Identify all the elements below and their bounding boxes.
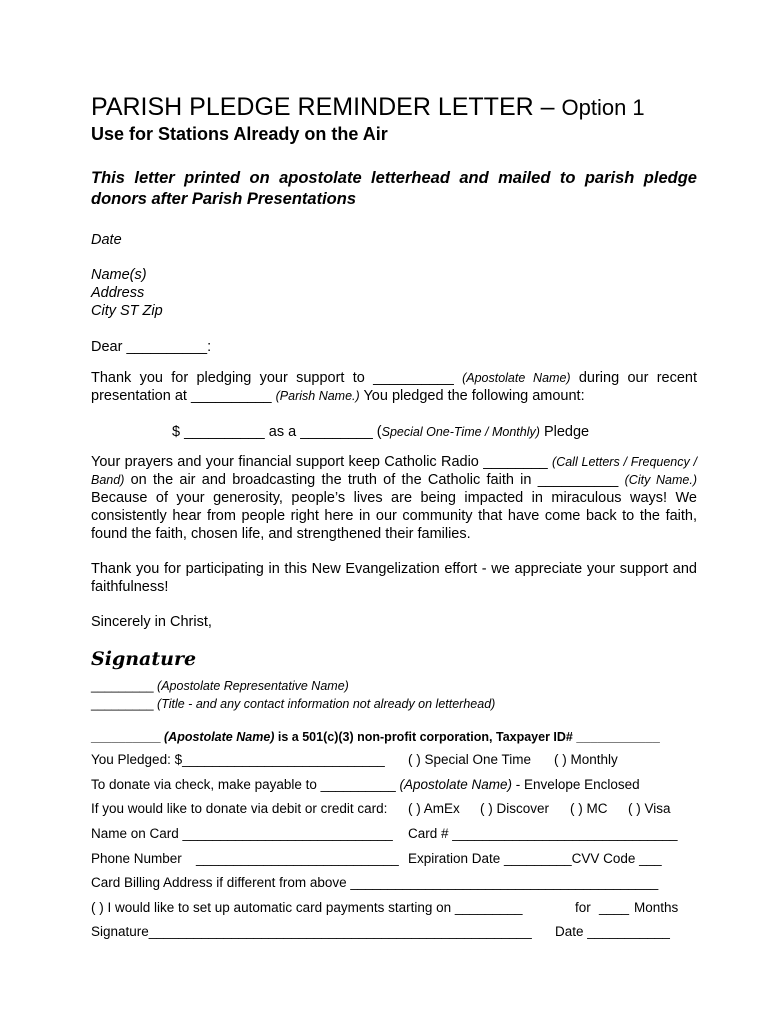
paragraph-thanks-participation: Thank you for participating in this New Evangelization effort - we appreciate your support and faithfulness! xyxy=(91,561,697,595)
check-text: To donate via check, make payable to __________ xyxy=(91,777,400,792)
subtitle: Use for Stations Already on the Air xyxy=(91,124,388,144)
apostolate-placeholder: (Apostolate Name) xyxy=(462,371,571,385)
p1-text: You pledged the following amount: xyxy=(359,388,585,404)
p2-text: $ __________ as a _________ ( xyxy=(172,424,382,440)
title-label: (Title - and any contact information not already on letterhead) xyxy=(157,697,496,711)
discover-checkbox[interactable]: ( ) Discover xyxy=(480,801,550,816)
signature: Signature xyxy=(91,648,197,670)
p1-text: during our recent presentation at __________ xyxy=(91,370,698,404)
check-text: - Envelope Enclosed xyxy=(512,777,640,792)
closing: Sincerely in Christ, xyxy=(91,614,212,630)
card-prompt: If you would like to donate via debit or credit card: xyxy=(91,801,388,816)
paragraph-support xyxy=(91,453,697,543)
title-option: Option 1 xyxy=(561,95,645,120)
auto-for-label: for xyxy=(575,900,591,915)
expiration-cvv-field[interactable]: Expiration Date _________CVV Code ___ xyxy=(408,851,662,866)
pledge-type-placeholder: Special One-Time / Monthly) xyxy=(381,425,540,439)
phone-field[interactable]: ___________________________ xyxy=(196,851,399,866)
card-number-field[interactable]: Card # ______________________________ xyxy=(408,826,678,841)
check-line xyxy=(91,777,640,792)
parish-placeholder: (Parish Name.) xyxy=(275,389,360,403)
address-line: Address xyxy=(91,285,145,301)
date-line: Date xyxy=(91,232,122,248)
corp-apostolate: (Apostolate Name) xyxy=(164,730,275,744)
names-line: Name(s) xyxy=(91,267,147,283)
signature-field[interactable]: Signature___________________________________________________ xyxy=(91,924,532,939)
check-apostolate: (Apostolate Name) xyxy=(399,777,513,792)
paragraph-thanks xyxy=(91,369,697,405)
rep-title-line xyxy=(91,695,495,713)
corp-blank: __________ xyxy=(91,730,164,744)
salutation: Dear __________: xyxy=(91,339,212,355)
p1-text: Thank you for pledging your support to __________ xyxy=(91,370,463,386)
rep-blank: _________ xyxy=(91,679,158,693)
name-on-card-field[interactable]: Name on Card ____________________________ xyxy=(91,826,393,841)
p3-text: Your prayers and your financial support keep Catholic Radio ________ xyxy=(91,454,553,470)
city-placeholder: (City Name.) xyxy=(624,473,697,487)
one-time-checkbox[interactable]: ( ) Special One Time xyxy=(408,752,532,767)
page-title xyxy=(91,93,645,122)
rep-label: (Apostolate Representative Name) xyxy=(157,679,349,693)
title-main: PARISH PLEDGE REMINDER LETTER xyxy=(91,93,534,121)
call-letters-placeholder: (Call Letters / Frequency / Band) xyxy=(91,455,697,487)
corp-line xyxy=(91,730,660,744)
phone-label: Phone Number xyxy=(91,851,182,866)
amex-checkbox[interactable]: ( ) AmEx xyxy=(408,801,460,816)
billing-address-field[interactable]: Card Billing Address if different from above _________________________________________ xyxy=(91,875,659,890)
city-line: City ST Zip xyxy=(91,303,163,319)
mc-checkbox[interactable]: ( ) MC xyxy=(570,801,608,816)
auto-months-blank[interactable]: ____ xyxy=(599,900,630,915)
p3-text: on the air and broadcasting the truth of the Catholic faith in __________ xyxy=(124,472,625,488)
you-pledged-field[interactable]: You Pledged: $___________________________ xyxy=(91,752,385,767)
rep-name-line xyxy=(91,677,349,695)
monthly-checkbox[interactable]: ( ) Monthly xyxy=(554,752,618,767)
auto-payment-checkbox[interactable]: ( ) I would like to set up automatic card payments starting on _________ xyxy=(91,900,523,915)
p3-text: Because of your generosity, people’s lives are being impacted in miraculous ways! We consistently hear from people right here in our community that have come back to the faith, found the faith, chosen life, and strengthened their families. xyxy=(91,490,697,542)
pledge-amount-line xyxy=(172,423,589,441)
visa-checkbox[interactable]: ( ) Visa xyxy=(628,801,671,816)
title-blank: _________ xyxy=(91,697,158,711)
intro-note: This letter printed on apostolate letterhead and mailed to parish pledge donors after Parish Presentations xyxy=(91,169,697,208)
corp-text: is a 501(c)(3) non-profit corporation, Taxpayer ID# ____________ xyxy=(274,730,660,744)
auto-months-label: Months xyxy=(634,900,679,915)
p2-text: Pledge xyxy=(539,424,590,440)
date-field[interactable]: Date ___________ xyxy=(555,924,670,939)
title-dash: – xyxy=(533,93,562,121)
